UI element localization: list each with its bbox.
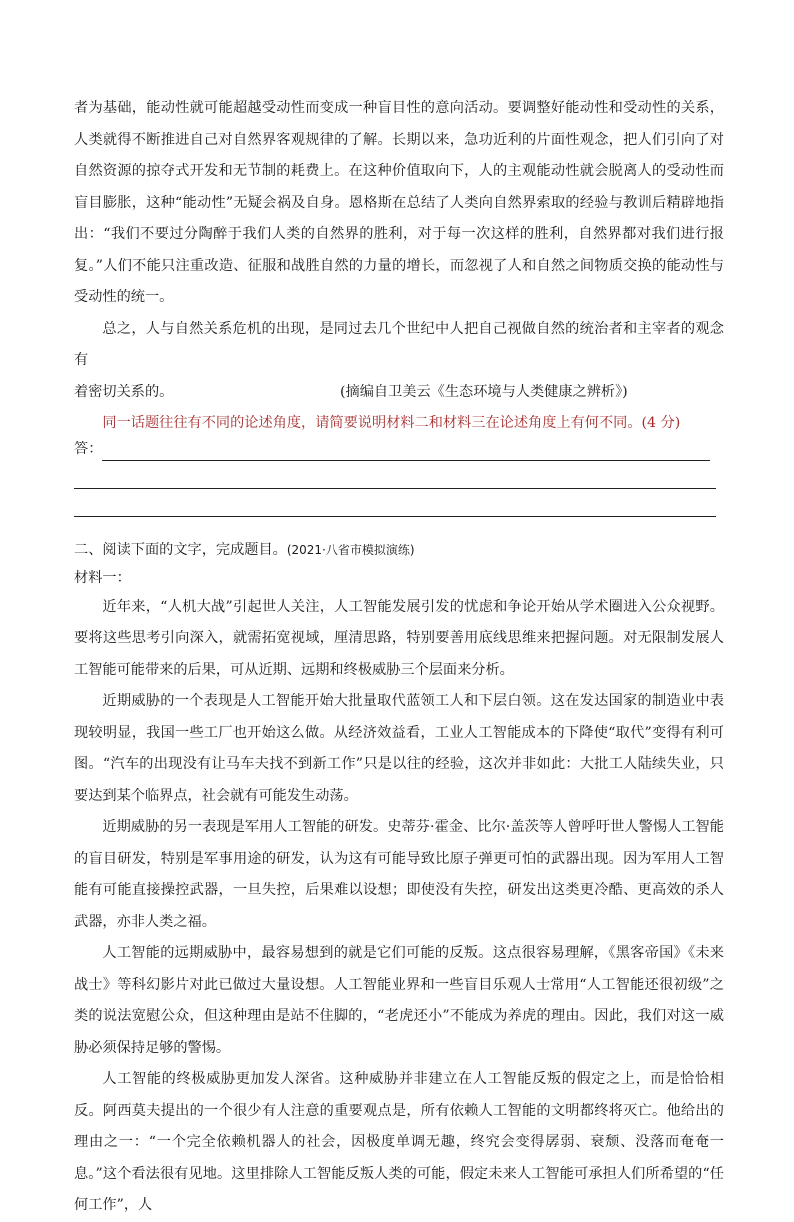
answer-label: 答： (74, 440, 103, 457)
material-paragraph: 人工智能的终极威胁更加发人深省。这种威胁并非建立在人工智能反叛的假定之上，而是恰恰相反。阿西莫夫提出的一个很少有人注意的重要观点是，所有依赖人工智能的文明都终将灭亡。他给出的理由之一：“一个完全依赖机器人的社会，因极度单调无趣，终究会变得孱弱、衰颓、没落而奄奄一息。”这个看法很有见地。这里排除人工智能反叛人类的可能，假定未来人工智能可承担人们所希望的“任何工作”，人 (74, 1071, 724, 1213)
answer-area[interactable] (74, 496, 724, 524)
passage-paragraph-conclusion: 总之，人与自然关系危机的出现，是同过去几个世纪中人把自己视做自然的统治者和主宰者的观念有 (74, 320, 724, 368)
answer-line[interactable] (102, 460, 710, 461)
material-paragraph: 近期威胁的另一表现是军用人工智能的研发。史蒂芬·霍金、比尔·盖茨等人曾呼吁世人警惕人工智能的盲目研发，特别是军事用途的研发，认为这有可能导致比原子弹更可怕的武器出现。因为军用人工智能有可能直接操控武器，一旦失控，后果难以设想；即使没有失控，研发出这类更冷酷、更高效的杀人武器，亦非人类之福。 (74, 819, 724, 930)
question-prompt: 同一话题往往有不同的论述角度，请简要说明材料二和材料三在论述角度上有何不同。(4 分) (102, 415, 681, 431)
answer-area[interactable] (74, 440, 724, 468)
answer-area[interactable] (74, 468, 724, 496)
answer-line[interactable] (74, 488, 716, 489)
material-paragraph: 人工智能的远期威胁中，最容易想到的就是它们可能的反叛。这点很容易理解，《黑客帝国》《未来战士》等科幻影片对此已做过大量设想。人工智能业界和一些盲目乐观人士常用“人工智能还很初级”之类的说法宽慰公众，但这种理由是站不住脚的，“老虎还小”不能成为养虎的理由。因此，我们对这一威胁必须保持足够的警惕。 (74, 945, 724, 1056)
passage-paragraph: 者为基础，能动性就可能超越受动性而变成一种盲目性的意向活动。要调整好能动性和受动性的关系，人类就得不断推进自己对自然界客观规律的了解。长期以来，急功近利的片面性观念，把人们引向了对自然资源的掠夺式开发和无节制的耗费上。在这种价值取向下，人的主观能动性就会脱离人的受动性而盲目膨胀，这种“能动性”无疑会祸及自身。恩格斯在总结了人类向自然界索取的经验与教训后精辟地指出：“我们不要过分陶醉于我们人类的自然界的胜利，对于每一次这样的胜利，自然界都对我们进行报复。”人们不能只注重改造、征服和战胜自然的力量的增长，而忽视了人和自然之间物质交换的能动性与受动性的统一。 (74, 100, 724, 305)
material-label: 材料一： (74, 569, 131, 586)
citation-line (74, 377, 724, 409)
page-content (74, 93, 724, 1222)
material-paragraph: 近期威胁的一个表现是人工智能开始大批量取代蓝领工人和下层白领。这在发达国家的制造业中表现较明显，我国一些工厂也开始这么做。从经济效益看，工业人工智能成本的下降使“取代”变得有利可图。“汽车的出现没有让马车夫找不到新工作”只是以往的经验，这次并非如此：大批工人陆续失业，只要达到某个临界点，社会就有可能发生动荡。 (74, 693, 724, 804)
section-title: 二、阅读下面的文字，完成题目。 (74, 541, 287, 558)
answer-line[interactable] (74, 516, 716, 517)
material-paragraph: 近年来，“人机大战”引起世人关注，人工智能发展引发的忧虑和争论开始从学术圈进入公众视野。要将这些思考引向深入，就需拓宽视域，厘清思路，特别要善用底线思维来把握问题。对无限制发展人工智能可能带来的后果，可从近期、远期和终极威胁三个层面来分析。 (74, 598, 724, 678)
section-source: (2021·八省市模拟演练) (286, 542, 415, 557)
passage-paragraph-end: 着密切关系的。 (74, 383, 174, 400)
source-citation: (摘编自卫美云《生态环境与人类健康之辨析》) (340, 383, 628, 400)
section-heading (74, 536, 724, 564)
